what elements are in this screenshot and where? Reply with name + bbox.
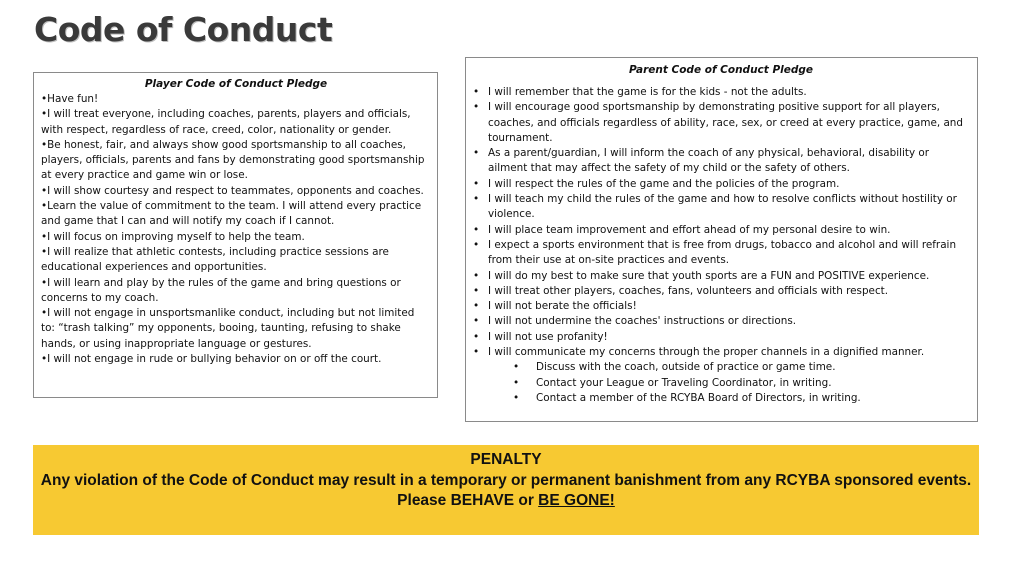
list-item: • I will learn and play by the rules of the game and bring questions or concerns to my coach. xyxy=(41,276,431,307)
list-item: • I will not engage in unsportsmanlike conduct, including but not limited to: “trash talking” my opponents, booing, taunting, refusing to shake hands, or using inappropriate language or gestures. xyxy=(41,306,431,352)
list-item: • I will treat other players, coaches, fans, volunteers and officials with respect. xyxy=(473,284,969,299)
list-item: • I will remember that the game is for the kids - not the adults. xyxy=(473,85,969,100)
penalty-title: PENALTY xyxy=(470,451,542,468)
list-item: • I will communicate my concerns through the proper channels in a dignified manner. xyxy=(473,345,969,360)
penalty-banner xyxy=(33,445,979,535)
list-item: • I will encourage good sportsmanship by demonstrating positive support for all players, coaches, and officials regardless of ability, race, sex, or creed at every practice, game, and tournament. xyxy=(473,100,969,146)
parent-pledge-heading: Parent Code of Conduct Pledge xyxy=(628,64,814,76)
list-item: • I will respect the rules of the game and the policies of the program. xyxy=(473,177,969,192)
list-item: • I will do my best to make sure that youth sports are a FUN and POSITIVE experience. xyxy=(473,269,969,284)
list-item: • Contact your League or Traveling Coordinator, in writing. xyxy=(473,376,969,391)
list-item: • Contact a member of the RCYBA Board of Directors, in writing. xyxy=(473,391,969,406)
list-item: • I will teach my child the rules of the game and how to resolve conflicts without hostility or violence. xyxy=(473,192,969,223)
list-item: • As a parent/guardian, I will inform the coach of any physical, behavioral, disability or ailment that may affect the safety of my child or the safety of others. xyxy=(473,146,969,177)
be-gone-emphasis: BE GONE! xyxy=(538,492,615,509)
list-item: • I will not use profanity! xyxy=(473,330,969,345)
list-item: • I will not berate the officials! xyxy=(473,299,969,314)
list-item: • I expect a sports environment that is free from drugs, tobacco and alcohol and will refrain from their use at on-site practices and events. xyxy=(473,238,969,269)
list-item: • I will realize that athletic contests, including practice sessions are educational experiences and opportunities. xyxy=(41,245,431,276)
list-item: • I will focus on improving myself to help the team. xyxy=(41,230,431,245)
parent-pledge-list xyxy=(473,85,969,360)
page-title: Code of Conduct xyxy=(34,10,333,49)
list-item: • I will show courtesy and respect to teammates, opponents and coaches. xyxy=(41,184,431,199)
list-item: • I will not engage in rude or bullying behavior on or off the court. xyxy=(41,352,431,367)
player-pledge-list xyxy=(41,92,431,367)
list-item: • Have fun! xyxy=(41,92,431,107)
list-item: • I will place team improvement and effort ahead of my personal desire to win. xyxy=(473,223,969,238)
penalty-closing-prefix: Please BEHAVE or xyxy=(397,492,539,509)
list-item: • Discuss with the coach, outside of practice or game time. xyxy=(473,360,969,375)
list-item: • I will not undermine the coaches' instructions or directions. xyxy=(473,314,969,329)
list-item: • Be honest, fair, and always show good sportsmanship to all coaches, players, officials, parents and fans by demonstrating good sportsmanship at every practice and game win or lose. xyxy=(41,138,431,184)
list-item: • I will treat everyone, including coaches, parents, players and officials, with respect, regardless of race, creed, color, nationality or gender. xyxy=(41,107,431,138)
contact-options-list xyxy=(473,360,969,406)
list-item: • Learn the value of commitment to the team. I will attend every practice and game that I can and will notify my coach if I cannot. xyxy=(41,199,431,230)
player-pledge-heading: Player Code of Conduct Pledge xyxy=(144,78,328,90)
player-pledge-box xyxy=(33,72,438,398)
parent-pledge-box xyxy=(465,57,978,422)
penalty-text: Any violation of the Code of Conduct may result in a temporary or permanent banishment from any RCYBA sponsored events. xyxy=(40,471,972,489)
penalty-closing xyxy=(33,491,979,512)
